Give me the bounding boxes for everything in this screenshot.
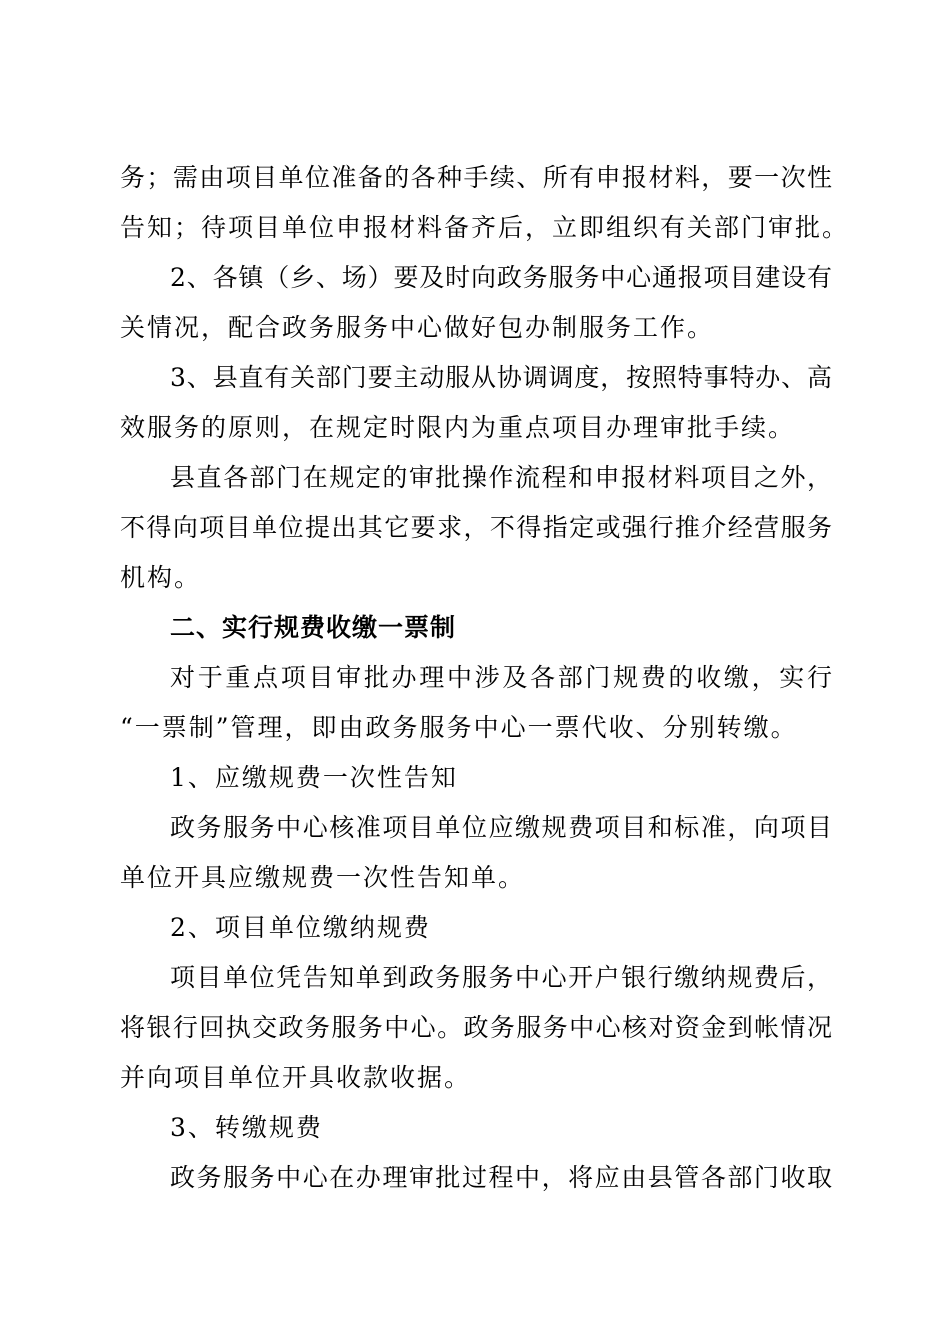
- paragraph-line: 并向项目单位开具收款收据。: [120, 1063, 472, 1092]
- paragraph-line: 2、各镇（乡、场）要及时向政务服务中心通报项目建设有: [170, 263, 832, 292]
- paragraph-line: 对于重点项目审批办理中涉及各部门规费的收缴，实行: [170, 663, 832, 692]
- paragraph-line: 机构。: [120, 563, 202, 592]
- paragraph-line: 将银行回执交政务服务中心。政务服务中心核对资金到帐情况: [120, 1013, 832, 1042]
- section-heading: 二、实行规费收缴一票制: [170, 613, 457, 642]
- subheading: 2、项目单位缴纳规费: [170, 913, 431, 942]
- subheading: 1、应缴规费一次性告知: [170, 763, 458, 792]
- subheading: 3、转缴规费: [170, 1113, 323, 1142]
- paragraph-line: 告知；待项目单位申报材料备齐后，立即组织有关部门审批。: [120, 213, 850, 242]
- paragraph-line: 关情况，配合政务服务中心做好包办制服务工作。: [120, 313, 715, 342]
- paragraph-line: 政务服务中心核准项目单位应缴规费项目和标准，向项目: [170, 813, 832, 842]
- paragraph-line: 政务服务中心在办理审批过程中，将应由县管各部门收取: [170, 1163, 832, 1192]
- paragraph-line: “一票制”管理，即由政务服务中心一票代收、分别转缴。: [120, 713, 798, 742]
- paragraph-line: 效服务的原则，在规定时限内为重点项目办理审批手续。: [120, 413, 796, 442]
- paragraph-line: 务；需由项目单位准备的各种手续、所有申报材料，要一次性: [120, 163, 832, 192]
- paragraph-line: 县直各部门在规定的审批操作流程和申报材料项目之外，: [170, 463, 832, 492]
- paragraph-line: 项目单位凭告知单到政务服务中心开户银行缴纳规费后，: [170, 963, 832, 992]
- paragraph-line: 3、县直有关部门要主动服从协调调度，按照特事特办、高: [170, 363, 832, 392]
- paragraph-line: 单位开具应缴规费一次性告知单。: [120, 863, 526, 892]
- paragraph-line: 不得向项目单位提出其它要求，不得指定或强行推介经营服务: [120, 513, 832, 542]
